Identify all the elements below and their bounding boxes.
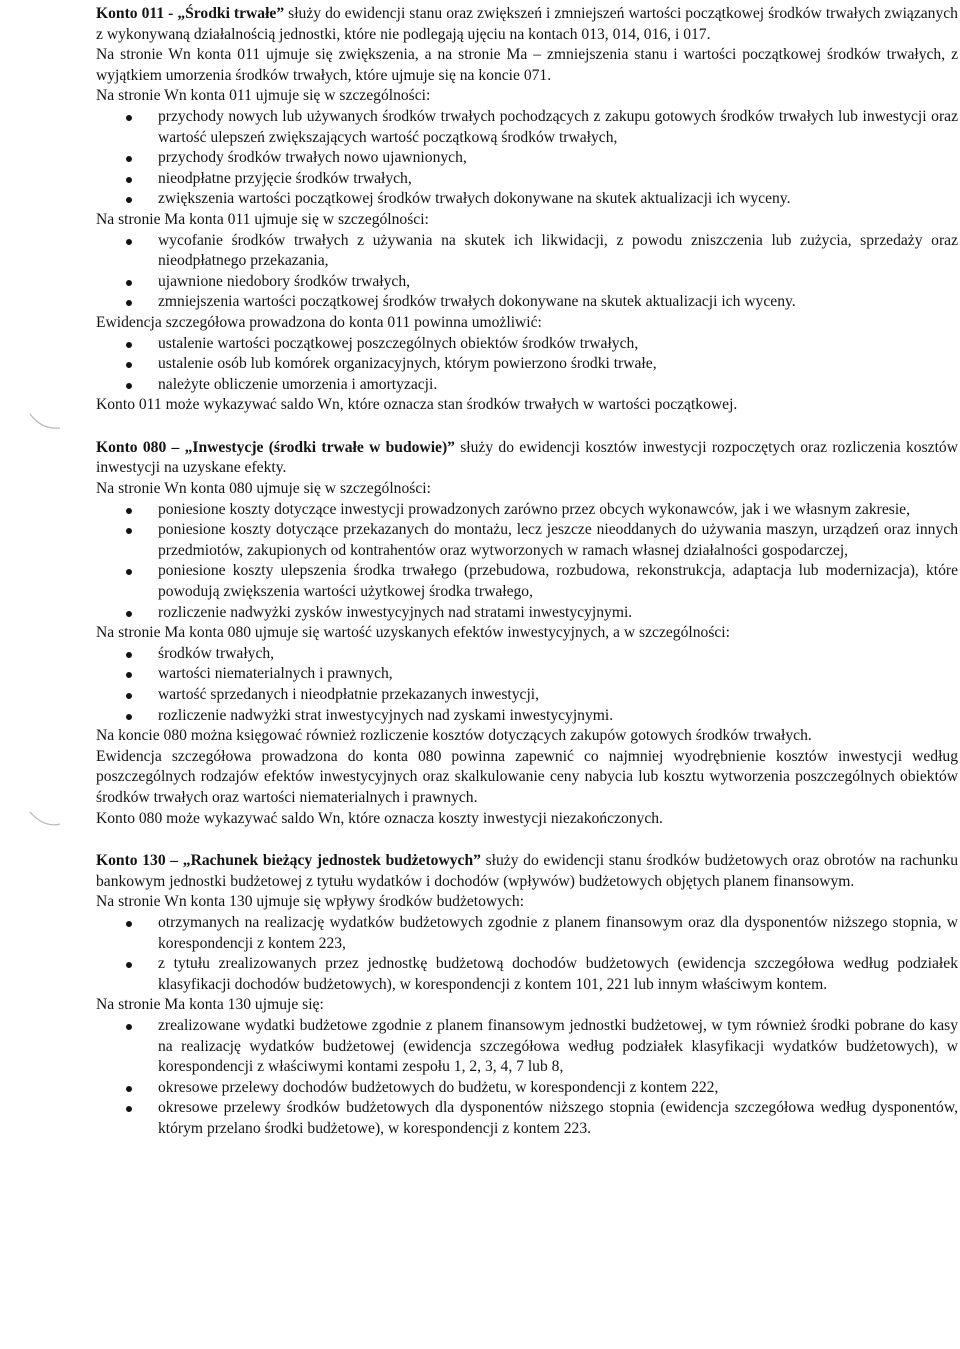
list-item	[96, 685, 958, 706]
credit-side-intro: Na stronie Ma konta 130 ujmuje się:	[96, 996, 324, 1014]
list-item	[96, 292, 958, 313]
bullet-icon	[126, 921, 132, 927]
bullet-icon	[126, 652, 132, 658]
credit-side-intro: Na stronie Ma konta 011 ujmuje się w szczególności:	[96, 210, 429, 228]
list-item-text: przychody środków trwałych nowo ujawnionych,	[158, 149, 467, 167]
list-item	[96, 272, 958, 293]
bullet-icon	[126, 342, 132, 348]
account-title: „Rachunek bieżący jednostek budżetowych”	[182, 852, 481, 870]
bullet-icon	[126, 115, 132, 121]
list-item-text: ustalenie osób lub komórek organizacyjnych, którym powierzono środki trwałe,	[158, 355, 657, 373]
account-code: Konto 011 -	[96, 5, 178, 22]
list-item	[96, 520, 958, 561]
list-item-text: poniesione koszty dotyczące inwestycji prowadzonych zarówno przez obcych wykonawców, jak i we własnym zakresie,	[158, 500, 910, 518]
list-item-text: poniesione koszty ulepszenia środka trwałego (przebudowa, rozbudowa, rekonstrukcja, adaptacja lub modernizacja), które powodują zwiększenia wartości użytkowej środka trwałego,	[158, 562, 958, 601]
debit-side-intro: Na stronie Wn konta 130 ujmuje się wpływy środków budżetowych:	[96, 893, 525, 911]
list-item	[96, 169, 958, 190]
bullet-icon	[126, 611, 132, 617]
list-item	[96, 375, 958, 396]
bullet-icon	[126, 1024, 132, 1030]
section-heading-paragraph	[96, 438, 958, 479]
credit-side-intro: Na stronie Ma konta 080 ujmuje się wartość uzyskanych efektów inwestycyjnych, a w szczególności:	[96, 624, 730, 642]
bullet-icon	[126, 714, 132, 720]
paragraph: Ewidencja szczegółowa prowadzona do konta 080 powinna zapewnić co najmniej wyodrębnienie kosztów inwestycji według poszczególnych rodzajów efektów inwestycyjnych oraz skalkulowanie ceny nabycia lub kosztu wytworzenia poszczególnych obiektów środków trwałych oraz wartości niematerialnych i prawnych.	[96, 747, 958, 806]
list-item	[96, 334, 958, 355]
account-description: służy do ewidencji stanu oraz zwiększeń i zmniejszeń wartości początkowej środków trwałych związanych z wykonywaną działalnością jednostki, które nie podlegają ujęciu na kontach 013, 014, 016, i 017.	[96, 5, 958, 43]
debit-side-list	[96, 913, 958, 995]
list-item	[96, 913, 958, 954]
list-item-text: wycofanie środków trwałych z używania na skutek ich likwidacji, z powodu zniszczenia lub zużycia, sprzedaży oraz nieodpłatnego przekazania,	[158, 231, 958, 270]
list-item	[96, 1016, 958, 1078]
list-item	[96, 603, 958, 624]
list-item	[96, 107, 958, 148]
list-item-text: rozliczenie nadwyżki zysków inwestycyjnych nad stratami inwestycyjnymi.	[158, 603, 633, 621]
list-item-text: zwiększenia wartości początkowej środków trwałych dokonywane na skutek aktualizacji ich wyceny.	[158, 190, 791, 208]
list-item-text: zrealizowane wydatki budżetowe zgodnie z planem finansowym jednostki budżetowej, w tym również środki pobrane do kasy na realizację wydatków budżetowej (ewidencja szczegółowa według podziałek klasyfikacji wydatków budżetowych), w korespondencji z właściwymi kontami zespołu 1, 2, 3, 4, 7 lub 8,	[158, 1016, 958, 1076]
account-code: Konto 130 –	[96, 852, 183, 870]
list-item	[96, 148, 958, 169]
bullet-icon	[126, 156, 132, 162]
credit-side-list	[96, 231, 958, 313]
debit-side-list	[96, 500, 958, 624]
bullet-icon	[126, 197, 132, 203]
list-item	[96, 231, 958, 272]
list-item	[96, 561, 958, 602]
list-item	[96, 664, 958, 685]
bullet-icon	[126, 693, 132, 699]
list-item-text: okresowe przelewy dochodów budżetowych do budżetu, w korespondencji z kontem 222,	[158, 1078, 719, 1096]
list-item-text: poniesione koszty dotyczące przekazanych do montażu, lecz jeszcze nieoddanych do używania maszyn, urządzeń oraz innych przedmiotów, zakupionych od kontrahentów oraz wytworzonych w ramach własnej działalności gospodarczej,	[158, 521, 958, 559]
scan-artifact-mark	[28, 808, 64, 832]
list-item	[96, 644, 958, 665]
list-item-text: nieodpłatne przyjęcie środków trwałych,	[158, 169, 412, 187]
account-title: „Inwestycje (środki trwałe w budowie)”	[184, 438, 455, 456]
debit-side-intro: Na stronie Wn konta 011 ujmuje się w szczególności:	[96, 87, 431, 105]
section-konto-080	[96, 438, 958, 829]
list-item-text: środków trwałych,	[158, 644, 275, 662]
list-item	[96, 189, 958, 210]
bullet-icon	[126, 239, 132, 245]
list-item-text: wartość sprzedanych i nieodpłatnie przekazanych inwestycji,	[158, 686, 540, 703]
list-item	[96, 1098, 958, 1139]
account-description: służy do ewidencji kosztów inwestycji rozpoczętych oraz rozliczenia kosztów inwestycji na uzyskane efekty.	[96, 438, 958, 477]
list-item-text: rozliczenie nadwyżki strat inwestycyjnych nad zyskami inwestycyjnymi.	[158, 706, 614, 724]
account-title: „Środki trwałe”	[177, 5, 285, 22]
list-item-text: przychody nowych lub używanych środków trwałych pochodzących z zakupu gotowych środków trwałych lub inwestycji oraz wartość ulepszeń zwiększających wartość początkową środków trwałych,	[158, 107, 958, 146]
document-page	[96, 4, 958, 1161]
credit-side-list	[96, 1016, 958, 1140]
bullet-icon	[126, 362, 132, 368]
paragraph: Na koncie 080 można księgować również rozliczenie kosztów dotyczących zakupów gotowych środków trwałych.	[96, 727, 812, 745]
bullet-icon	[126, 569, 132, 575]
bullet-icon	[126, 962, 132, 968]
list-item-text: z tytułu zrealizowanych przez jednostkę budżetową dochodów budżetowych (ewidencja szczegółowa według podziałek klasyfikacji dochodów budżetowych), w korespondencji z kontem 101, 221 lub innym właściwym kontem.	[158, 955, 958, 993]
list-item-text: zmniejszenia wartości początkowej środków trwałych dokonywane na skutek aktualizacji ich wyceny.	[158, 293, 796, 311]
list-item	[96, 1078, 958, 1099]
list-item	[96, 954, 958, 995]
account-description: służy do ewidencji stanu środków budżetowych oraz obrotów na rachunku bankowym jednostki budżetowej z tytułu wydatków i dochodów (wpływów) budżetowych objętych planem finansowym.	[96, 852, 958, 890]
section-konto-130	[96, 851, 958, 1139]
list-item-text: okresowe przelewy środków budżetowych dla dysponentów niższego stopnia (ewidencja szczegółowa według dysponentów, którym przelano środki budżetowe), w korespondencji z kontem 223.	[158, 1099, 958, 1137]
account-code: Konto 080 –	[96, 438, 185, 456]
bullet-icon	[126, 508, 132, 514]
bullet-icon	[126, 177, 132, 183]
bullet-icon	[126, 280, 132, 286]
bullet-icon	[126, 528, 132, 534]
debit-side-intro: Na stronie Wn konta 080 ujmuje się w szczególności:	[96, 480, 431, 498]
debit-side-list	[96, 107, 958, 210]
paragraph: Na stronie Wn konta 011 ujmuje się zwiększenia, a na stronie Ma – zmniejszenia stanu i wartości początkowej środków trwałych, z wyjątkiem umorzenia środków trwałych, które ujmuje się na koncie 071.	[96, 46, 958, 84]
list-item	[96, 706, 958, 727]
list-item-text: otrzymanych na realizację wydatków budżetowych zgodnie z planem finansowym oraz dla dysponentów niższego stopnia, w korespondencji z kontem 223,	[158, 913, 958, 952]
list-item	[96, 354, 958, 375]
balance-note: Konto 080 może wykazywać saldo Wn, które oznacza koszty inwestycji niezakończonych.	[96, 809, 663, 827]
list-item-text: ustalenie wartości początkowej poszczególnych obiektów środków trwałych,	[158, 334, 639, 352]
bullet-icon	[126, 672, 132, 678]
list-item	[96, 500, 958, 521]
bullet-icon	[126, 1106, 132, 1112]
detailed-records-intro: Ewidencja szczegółowa prowadzona do konta 011 powinna umożliwić:	[96, 313, 542, 331]
bullet-icon	[126, 383, 132, 389]
bullet-icon	[126, 300, 132, 306]
list-item-text: wartości niematerialnych i prawnych,	[158, 665, 393, 683]
list-item-text: należyte obliczenie umorzenia i amortyzacji.	[158, 375, 438, 393]
section-konto-011	[96, 4, 958, 416]
list-item-text: ujawnione niedobory środków trwałych,	[158, 272, 411, 290]
scan-artifact-mark	[28, 410, 64, 434]
credit-side-list	[96, 644, 958, 726]
balance-note: Konto 011 może wykazywać saldo Wn, które oznacza stan środków trwałych w wartości początkowej.	[96, 396, 738, 414]
bullet-icon	[126, 1086, 132, 1092]
section-heading-paragraph	[96, 851, 958, 892]
section-heading-paragraph	[96, 4, 958, 45]
detailed-records-list	[96, 334, 958, 396]
